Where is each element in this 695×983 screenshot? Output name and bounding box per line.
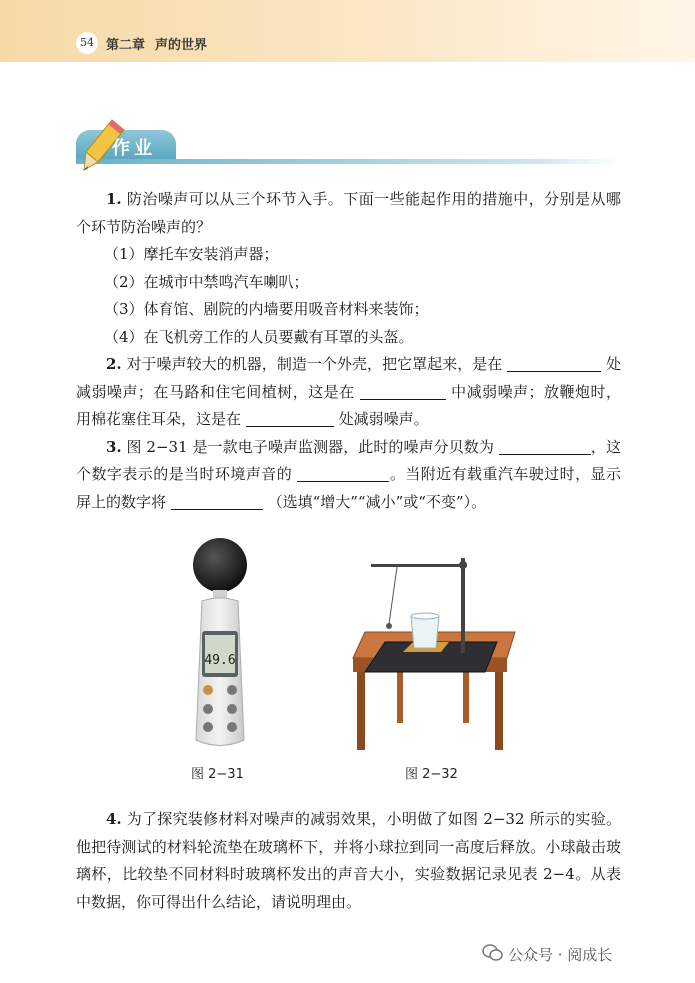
q1-text: 防治噪声可以从三个环节入手。下面一些能起作用的措施中，分别是从哪个环节防治噪声的？: [76, 190, 621, 236]
q4-text: 为了探究装修材料对噪声的减弱效果，小明做了如图 2−32 所示的实验。他把待测试的材料轮流垫在玻璃杯下，并将小球拉到同一高度后释放。小球敲击玻璃杯，比较垫不同材料时玻璃杯发出的声音大小，实验数据记录见表 2−4。从表中数据，你可得出什么结论，请说明理由。: [76, 810, 621, 911]
q2-blank-3[interactable]: [246, 410, 334, 427]
q1-item-1: （1）摩托车安装消声器；: [104, 245, 279, 263]
q4-number: 4.: [106, 810, 122, 828]
q3-blank-3[interactable]: [171, 493, 263, 510]
question-1: [76, 186, 621, 241]
wechat-icon: [482, 943, 504, 963]
q1-item-2: （2）在城市中禁鸣汽车喇叭；: [104, 272, 309, 291]
q3-text-4: （选填“增大”“减小”或“不变”）。: [267, 492, 487, 511]
page-number: 54: [76, 32, 98, 54]
q3-blank-1[interactable]: [499, 438, 591, 455]
q1-item-4: （4）在飞机旁工作的人员要戴有耳罩的头盔。: [104, 327, 414, 346]
q3-text-1: 图 2−31 是一款电子噪声监测器，此时的噪声分贝数为: [126, 437, 494, 456]
q2-text-3: 中减弱噪声；放鞭炮时，用棉花塞住耳朵，这是在: [76, 382, 621, 428]
q2-text-2: 处减弱噪声；在马路和住宅间植树，这是在: [76, 355, 621, 401]
microphone-foam: [193, 538, 247, 592]
question-2: [76, 351, 621, 434]
homework-rule: [76, 159, 621, 164]
q2-text-1: 对于噪声较大的机器，制造一个外壳，把它罩起来，是在: [126, 355, 503, 373]
noise-meter-figure: [180, 535, 260, 753]
q2-text-4: 处减弱噪声。: [338, 410, 429, 428]
q1-number: 1.: [106, 190, 122, 208]
q2-blank-2[interactable]: [360, 383, 446, 400]
figure-2-32-caption: 图 2−32: [405, 767, 458, 782]
chapter-heading: [106, 34, 217, 53]
q3-text-2: ，这个数字表示的是当时环境声音的: [76, 437, 621, 483]
chapter-label: 第二章: [106, 38, 146, 53]
q3-blank-2[interactable]: [297, 465, 389, 482]
meter-reading: 49.6: [204, 653, 236, 668]
q3-text-3: 。当附近有载重汽车驶过时，显示屏上的数字将: [76, 465, 621, 511]
q2-blank-1[interactable]: [507, 355, 601, 372]
q2-number: 2.: [106, 355, 122, 373]
homework-title: 作业: [112, 138, 156, 159]
questions-block: [76, 186, 621, 516]
figure-2-31-caption: 图 2−31: [191, 767, 244, 782]
chapter-title: 声的世界: [155, 38, 208, 53]
q1-item-3: （3）体育馆、剧院的内墙要用吸音材料来装饰；: [104, 300, 429, 318]
header-band: [0, 0, 695, 62]
experiment-figure: [335, 548, 525, 753]
question-4: [76, 806, 621, 916]
question-3: [76, 434, 621, 517]
q3-number: 3.: [106, 437, 122, 456]
watermark-text: 公众号 · 阅成长: [508, 946, 613, 964]
question-4-block: [76, 806, 621, 916]
